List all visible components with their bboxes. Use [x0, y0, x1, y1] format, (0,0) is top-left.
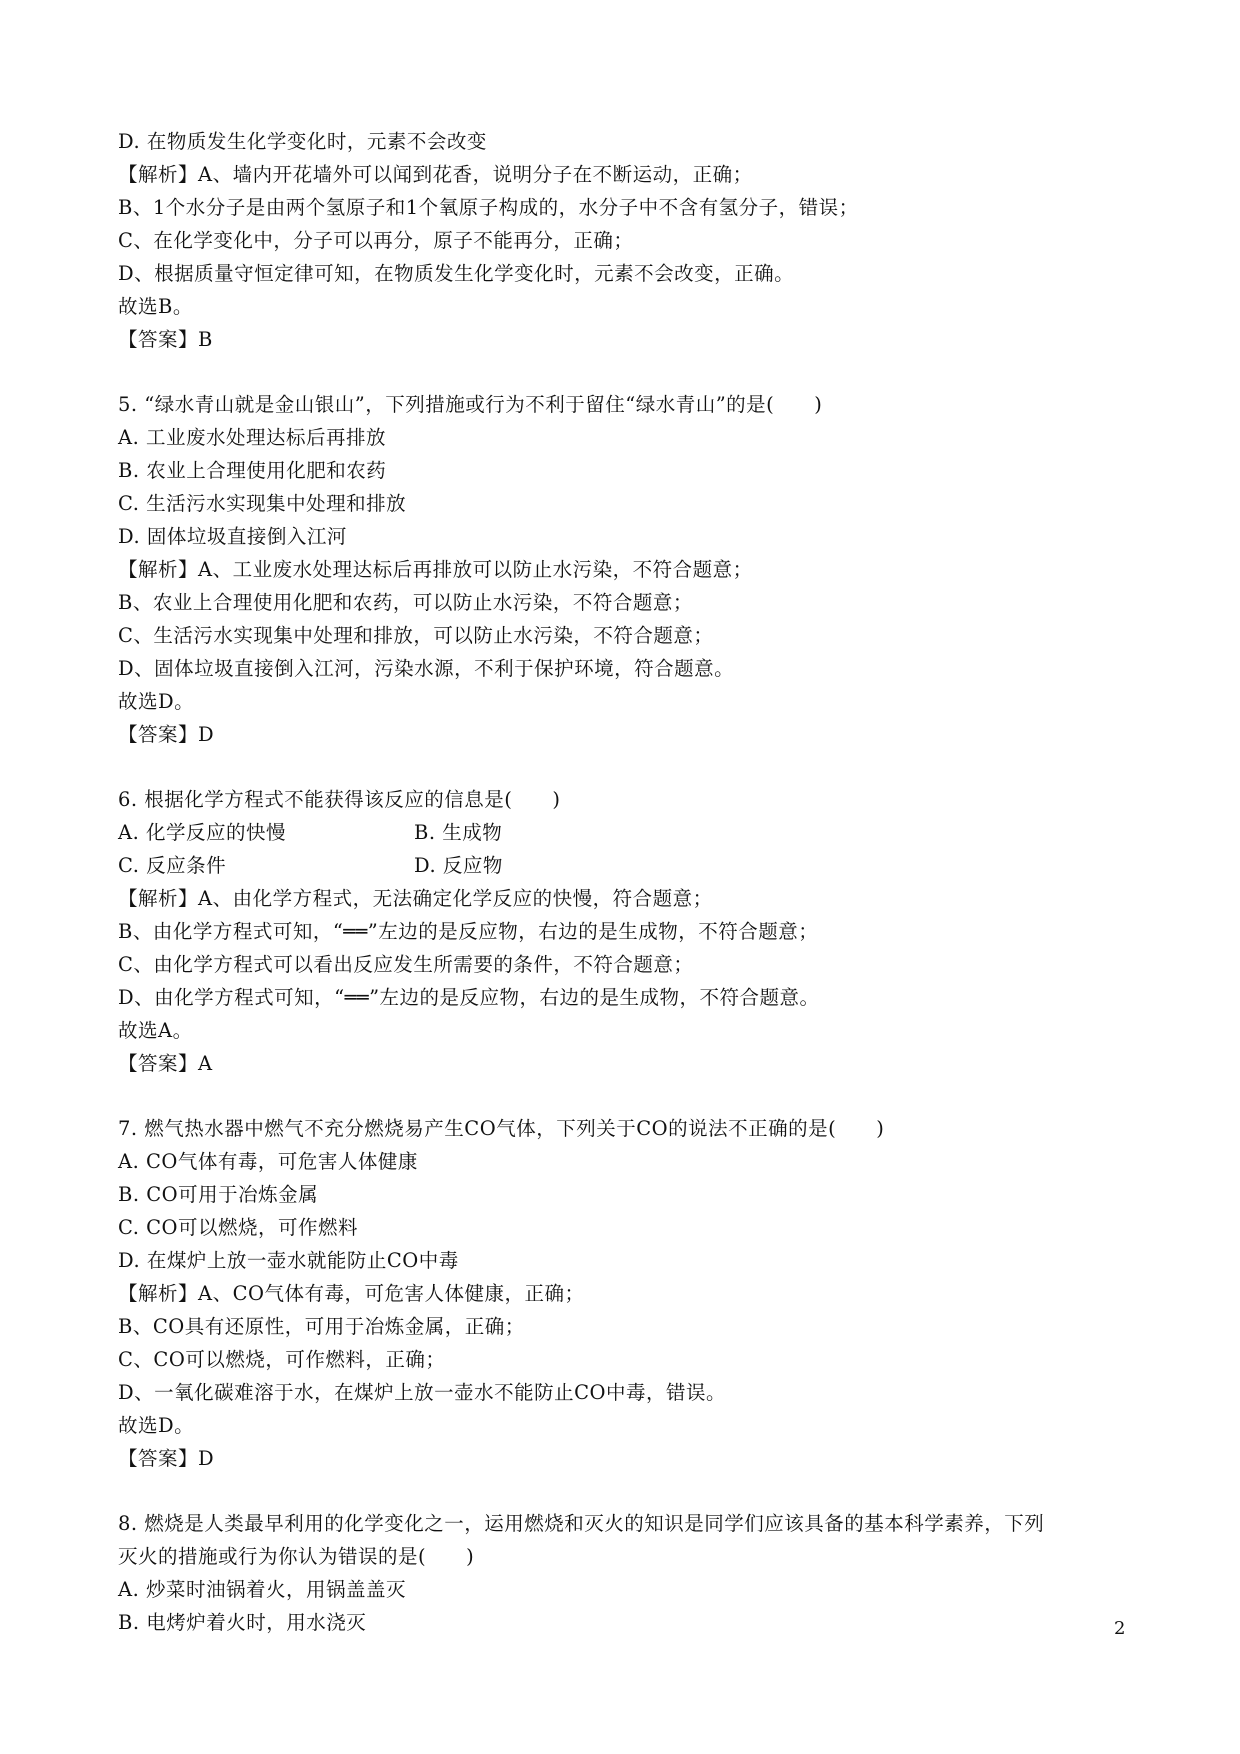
q6-option-c: C. 反应条件 [118, 854, 227, 877]
q7-option-d: D. 在煤炉上放一壶水就能防止CO中毒 [118, 1249, 459, 1272]
q5-analysis-1: 【解析】A、工业废水处理达标后再排放可以防止水污染，不符合题意； [118, 558, 753, 581]
document-page [118, 125, 1138, 1639]
q5-answer: 【答案】D [118, 723, 215, 746]
q5-option-a: A. 工业废水处理达标后再排放 [118, 426, 386, 449]
q5-option-b: B. 农业上合理使用化肥和农药 [118, 459, 387, 482]
q5-stem: 5. “绿水青山就是金山银山”，下列措施或行为不利于留住“绿水青山”的是( ) [118, 393, 823, 416]
q7-analysis-4: D、一氧化碳难溶于水，在煤炉上放一壶水不能防止CO中毒，错误。 [118, 1381, 727, 1404]
spacer [118, 1080, 1138, 1112]
q4-conclusion: 故选B。 [118, 295, 193, 318]
q7-option-c: C. CO可以燃烧，可作燃料 [118, 1216, 359, 1239]
q8-stem-line-2: 灭火的措施或行为你认为错误的是( ) [118, 1545, 475, 1568]
q8-option-b: B. 电烤炉着火时，用水浇灭 [118, 1611, 367, 1634]
q4-option-d: D. 在物质发生化学变化时，元素不会改变 [118, 130, 487, 153]
q6-option-d: D. 反应物 [414, 854, 503, 877]
q4-answer: 【答案】B [118, 328, 213, 351]
q7-option-a: A. CO气体有毒，可危害人体健康 [118, 1150, 418, 1173]
q5-analysis-3: C、生活污水实现集中处理和排放，可以防止水污染，不符合题意； [118, 624, 714, 647]
q7-stem: 7. 燃气热水器中燃气不充分燃烧易产生CO气体，下列关于CO的说法不正确的是( ) [118, 1117, 885, 1140]
q7-option-b: B. CO可用于冶炼金属 [118, 1183, 319, 1206]
q4-analysis-3: C、在化学变化中，分子可以再分，原子不能再分，正确； [118, 229, 634, 252]
q5-analysis-4: D、固体垃圾直接倒入江河，污染水源，不利于保护环境，符合题意。 [118, 657, 735, 680]
q4-analysis-2: B、1个水分子是由两个氢原子和1个氧原子构成的，水分子中不含有氢分子，错误； [118, 196, 859, 219]
q5-analysis-2: B、农业上合理使用化肥和农药，可以防止水污染，不符合题意； [118, 591, 693, 614]
q6-option-a: A. 化学反应的快慢 [118, 821, 286, 844]
q7-conclusion: 故选D。 [118, 1414, 195, 1437]
q5-conclusion: 故选D。 [118, 690, 195, 713]
q5-option-c: C. 生活污水实现集中处理和排放 [118, 492, 407, 515]
q6-option-b: B. 生成物 [414, 821, 503, 844]
q8-stem-line-1: 8. 燃烧是人类最早利用的化学变化之一，运用燃烧和灭火的知识是同学们应该具备的基本科学素养，下列 [118, 1512, 1045, 1535]
q6-analysis-2: B、由化学方程式可知，“══”左边的是反应物，右边的是生成物，不符合题意； [118, 920, 819, 943]
q7-answer: 【答案】D [118, 1447, 215, 1470]
q6-analysis-1: 【解析】A、由化学方程式，无法确定化学反应的快慢，符合题意； [118, 887, 713, 910]
q4-analysis-4: D、根据质量守恒定律可知，在物质发生化学变化时，元素不会改变，正确。 [118, 262, 795, 285]
q7-analysis-3: C、CO可以燃烧，可作燃料，正确； [118, 1348, 446, 1371]
q6-conclusion: 故选A。 [118, 1019, 193, 1042]
q6-analysis-4: D、由化学方程式可知，“══”左边的是反应物，右边的是生成物，不符合题意。 [118, 986, 820, 1009]
q4-analysis-1: 【解析】A、墙内开花墙外可以闻到花香，说明分子在不断运动，正确； [118, 163, 753, 186]
q5-option-d: D. 固体垃圾直接倒入江河 [118, 525, 347, 548]
spacer [118, 356, 1138, 388]
q6-stem: 6. 根据化学方程式不能获得该反应的信息是( ) [118, 788, 561, 811]
q7-analysis-2: B、CO具有还原性，可用于冶炼金属，正确； [118, 1315, 525, 1338]
q6-options-row-1 [118, 816, 1138, 849]
q8-option-a: A. 炒菜时油锅着火，用锅盖盖灭 [118, 1578, 406, 1601]
spacer [118, 751, 1138, 783]
q6-analysis-3: C、由化学方程式可以看出反应发生所需要的条件，不符合题意； [118, 953, 694, 976]
q6-options-row-2 [118, 849, 1138, 882]
page-number: 2 [1114, 1618, 1126, 1639]
q6-answer: 【答案】A [118, 1052, 213, 1075]
q7-analysis-1: 【解析】A、CO气体有毒，可危害人体健康，正确； [118, 1282, 585, 1305]
spacer [118, 1475, 1138, 1507]
